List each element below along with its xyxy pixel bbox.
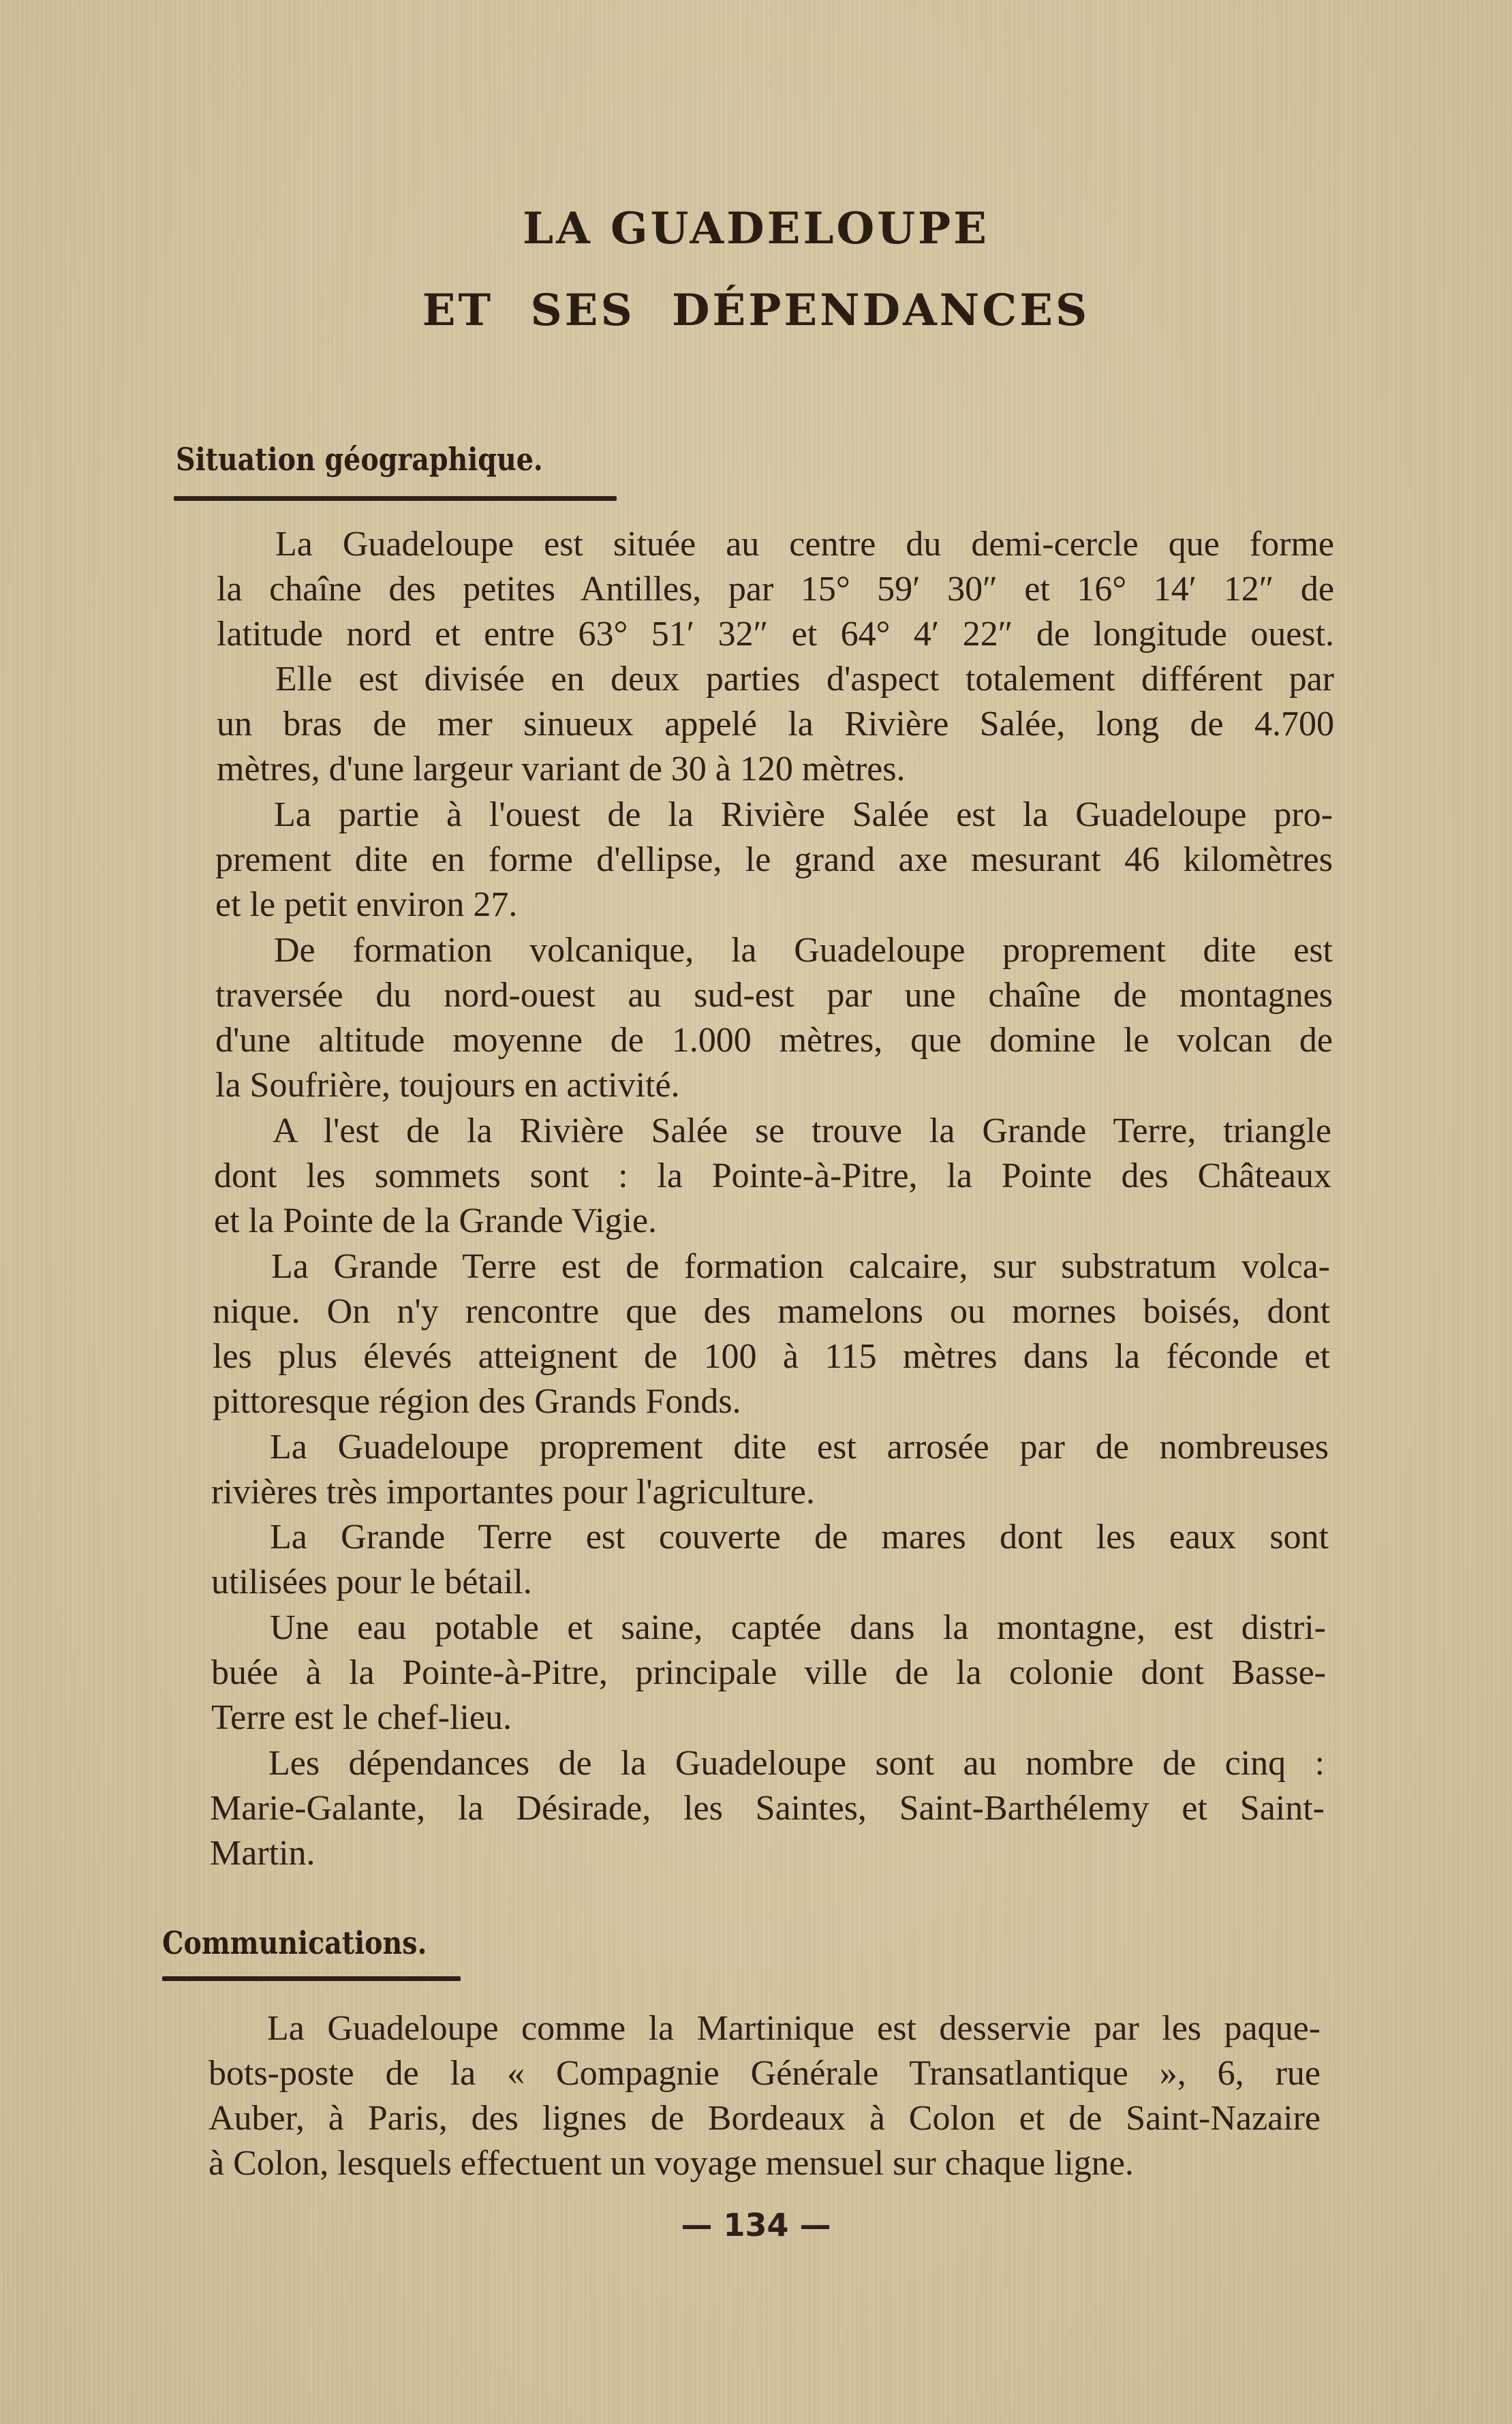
text-line: les plus élevés atteignent de 100 à 115 mètres dans la féconde et: [213, 1337, 1330, 1376]
text-line: un bras de mer sinueux appelé la Rivière Salée, long de 4.700: [217, 705, 1334, 743]
section-heading-communications: Communications.: [162, 1924, 427, 1961]
text-line: La Guadeloupe est située au centre du demi-cercle que forme: [275, 525, 1334, 564]
text-line: Elle est divisée en deux parties d'aspect totalement différent par: [275, 660, 1334, 699]
text-line: La partie à l'ouest de la Rivière Salée est la Guadeloupe pro-: [274, 795, 1333, 834]
text-line: latitude nord et entre 63° 51′ 32″ et 64° 4′ 22″ de longitude ouest.: [217, 615, 1334, 654]
text-line: Marie-Galante, la Désirade, les Saintes, Saint-Barthélemy et Saint-: [210, 1789, 1325, 1828]
text-line: Les dépendances de la Guadeloupe sont au nombre de cinq :: [268, 1744, 1325, 1783]
text-line: Une eau potable et saine, captée dans la montagne, est distri-: [270, 1608, 1326, 1647]
text-line: Martin.: [210, 1834, 315, 1873]
text-line: d'une altitude moyenne de 1.000 mètres, que domine le volcan de: [215, 1021, 1333, 1060]
text-line: De formation volcanique, la Guadeloupe proprement dite est: [274, 931, 1333, 970]
text-line: à Colon, lesquels effectuent un voyage mensuel sur chaque ligne.: [209, 2144, 1134, 2183]
section-heading-situation: Situation géographique.: [176, 441, 543, 478]
text-line: prement dite en forme d'ellipse, le grand axe mesurant 46 kilomètres: [215, 840, 1333, 879]
text-line: nique. On n'y rencontre que des mamelons ou mornes boisés, dont: [213, 1292, 1330, 1331]
text-line: La Grande Terre est couverte de mares dont les eaux sont: [270, 1518, 1329, 1556]
text-line: A l'est de la Rivière Salée se trouve la Grande Terre, triangle: [273, 1111, 1331, 1150]
text-line: La Guadeloupe proprement dite est arrosée par de nombreuses: [270, 1428, 1329, 1467]
section-heading-rule: [174, 496, 617, 501]
text-line: bots-poste de la « Compagnie Générale Transatlantique », 6, rue: [209, 2054, 1321, 2093]
text-line: La Grande Terre est de formation calcaire, sur substratum volca-: [271, 1247, 1330, 1286]
page-number: — 134 —: [681, 2207, 831, 2243]
text-line: Auber, à Paris, des lignes de Bordeaux à Colon et de Saint-Nazaire: [209, 2099, 1321, 2138]
text-line: et la Pointe de la Grande Vigie.: [214, 1201, 658, 1240]
section-heading-rule: [162, 1976, 461, 1981]
text-line: Terre est le chef-lieu.: [211, 1698, 512, 1737]
text-line: buée à la Pointe-à-Pitre, principale ville de la colonie dont Basse-: [211, 1653, 1326, 1692]
text-line: traversée du nord-ouest au sud-est par une chaîne de montagnes: [215, 976, 1333, 1015]
text-line: et le petit environ 27.: [215, 885, 518, 924]
text-line: pittoresque région des Grands Fonds.: [213, 1382, 741, 1421]
text-line: la chaîne des petites Antilles, par 15° 59′ 30″ et 16° 14′ 12″ de: [217, 570, 1334, 609]
text-line: la Soufrière, toujours en activité.: [215, 1066, 680, 1105]
text-line: rivières très importantes pour l'agriculture.: [211, 1473, 815, 1512]
page-title-line-2: ET SES DÉPENDANCES: [422, 285, 1090, 336]
text-line: dont les sommets sont : la Pointe-à-Pitre, la Pointe des Châteaux: [214, 1156, 1331, 1195]
text-line: mètres, d'une largeur variant de 30 à 120 mètres.: [217, 750, 906, 788]
page-title-line-1: LA GUADELOUPE: [523, 203, 989, 254]
text-line: La Guadeloupe comme la Martinique est desservie par les paque-: [267, 2009, 1321, 2048]
text-line: utilisées pour le bétail.: [211, 1563, 532, 1601]
